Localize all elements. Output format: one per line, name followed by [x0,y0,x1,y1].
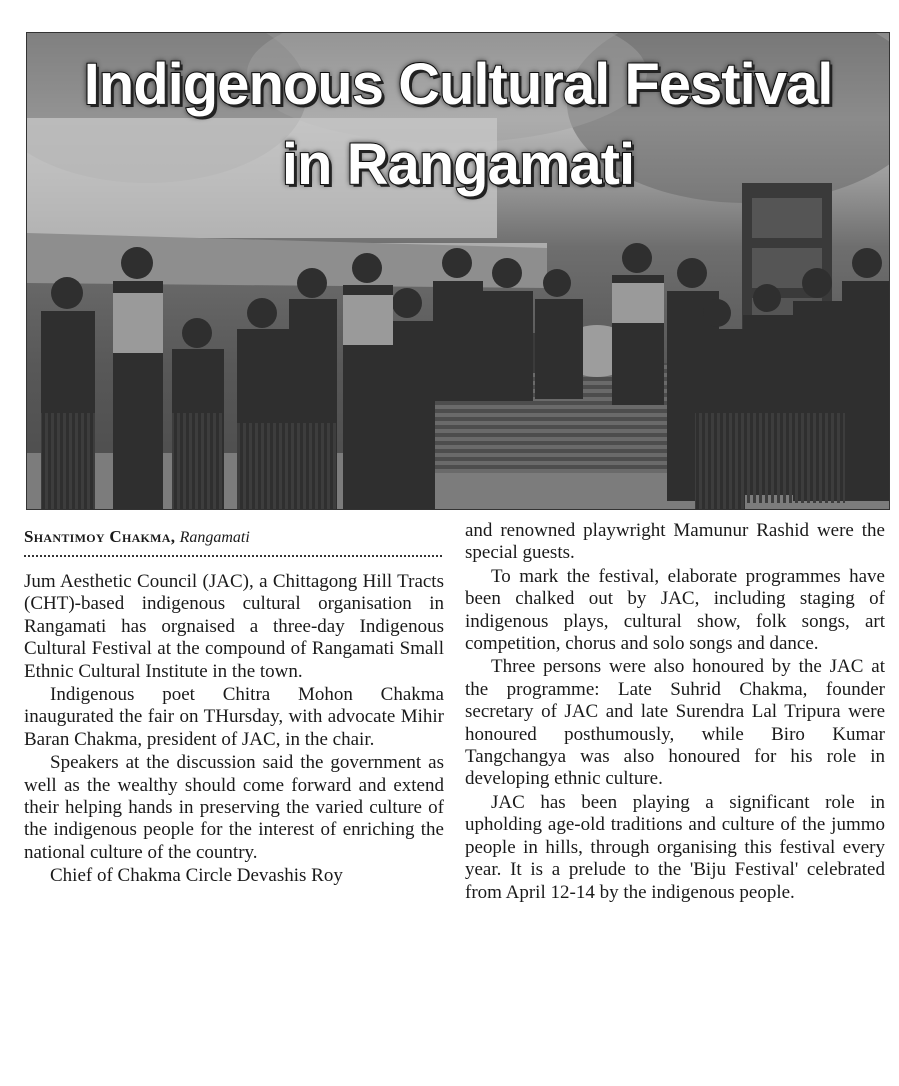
article-paragraph: and renowned playwright Mamunur Rashid were the special guests. [465,520,885,564]
byline-author: Shantimoy Chakma, [24,527,176,546]
article-paragraph: Speakers at the discussion said the government as well as the wealthy should come forward and extend their helping hands in preserving the varied culture of the indigenous people for the interest of enriching the national culture of the country. [24,752,444,863]
byline-place: Rangamati [179,529,250,546]
article-paragraph: Three persons were also honoured by the JAC at the programme: Late Suhrid Chakma, founder secretary of JAC and late Surendra Lal Tripura were honoured posthumously, while Biro Kumar Tangchangya was also honoured for his role in developing ethnic culture. [465,656,885,790]
article-paragraph: To mark the festival, elaborate programmes have been chalked out by JAC, including staging of indigenous plays, cultural show, folk songs, art competition, chorus and solo songs and dance. [465,565,885,655]
article-paragraph: Chief of Chakma Circle Devashis Roy [50,865,343,887]
article-column-right [465,520,885,904]
article-paragraph: Jum Aesthetic Council (JAC), a Chittagong Hill Tracts (CHT)-based indigenous cultural organisation in Rangamati has orgnaised a three-day Indigenous Cultural Festival at the compound of Rangamati Small Ethnic Cultural Institute in the town. [24,571,444,682]
byline [24,526,444,549]
article-paragraph: Indigenous poet Chitra Mohon Chakma inaugurated the fair on THursday, with advocate Mihir Baran Chakma, president of JAC, in the chair. [24,684,444,750]
headline-line-2: in Rangamati [281,132,635,197]
headline-line-1: Indigenous Cultural Festival [83,52,833,117]
article-column-left [24,520,444,888]
festival-photo [26,32,890,510]
byline-divider [24,555,442,557]
article-paragraph: JAC has been playing a significant role in upholding age-old traditions and culture of the jummo people in hills, through organising this festival every year. It is a prelude to the 'Biju Festival' celebrated from April 12-14 by the indigenous people. [465,791,885,903]
